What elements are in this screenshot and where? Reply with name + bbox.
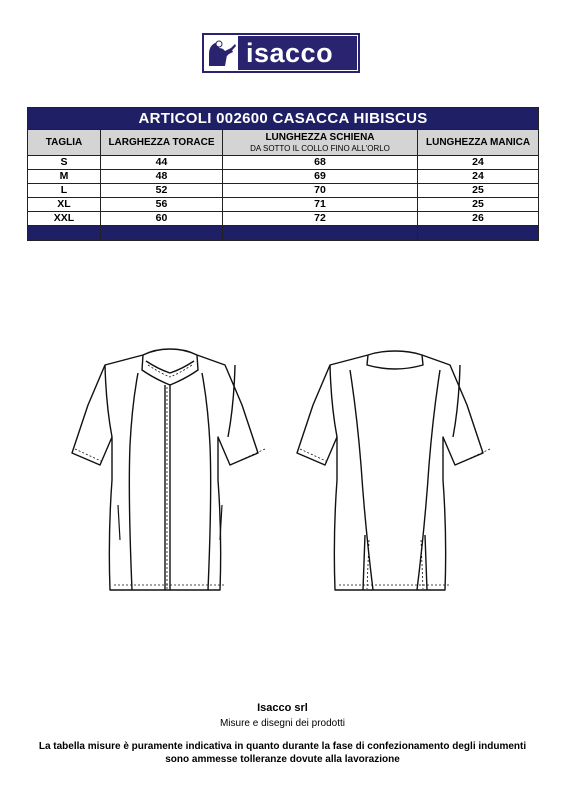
table-footer-bar	[28, 226, 539, 241]
cell-taglia: L	[28, 184, 101, 198]
cell-schiena: 72	[223, 212, 418, 226]
column-header-lunghezza-schiena: LUNGHEZZA SCHIENA DA SOTTO IL COLLO FINO ALL'ORLO	[223, 130, 418, 156]
company-name: Isacco srl	[257, 702, 308, 714]
table-row	[28, 212, 539, 226]
table-row	[28, 198, 539, 212]
table-row	[28, 156, 539, 170]
cell-taglia: XL	[28, 198, 101, 212]
table-row	[28, 184, 539, 198]
cell-torace: 48	[101, 170, 223, 184]
table-header-row	[28, 130, 539, 156]
disclaimer-line-2: sono ammesse tolleranze dovute alla lavorazione	[165, 754, 400, 765]
cell-schiena: 68	[223, 156, 418, 170]
column-header-lunghezza-manica: LUNGHEZZA MANICA	[418, 130, 539, 156]
cell-torace: 60	[101, 212, 223, 226]
column-header-taglia: TAGLIA	[28, 130, 101, 156]
cell-taglia: XXL	[28, 212, 101, 226]
cell-torace: 44	[101, 156, 223, 170]
table-row	[28, 170, 539, 184]
cell-manica: 24	[418, 170, 539, 184]
cell-schiena: 69	[223, 170, 418, 184]
document-subtitle: Misure e disegni dei prodotti	[219, 718, 346, 729]
cell-torace: 56	[101, 198, 223, 212]
disclaimer	[20, 740, 545, 766]
logo-figure-icon	[205, 36, 239, 70]
tunic-back-drawing	[295, 345, 495, 595]
isacco-logo	[202, 33, 360, 73]
logo-text: isacco	[246, 38, 334, 68]
cell-manica: 26	[418, 212, 539, 226]
cell-schiena: 70	[223, 184, 418, 198]
cell-manica: 24	[418, 156, 539, 170]
cell-manica: 25	[418, 198, 539, 212]
table-title: ARTICOLI 002600 CASACCA HIBISCUS	[28, 108, 539, 130]
cell-torace: 52	[101, 184, 223, 198]
cell-manica: 25	[418, 184, 539, 198]
tunic-front-drawing	[70, 345, 270, 595]
cell-taglia: S	[28, 156, 101, 170]
cell-schiena: 71	[223, 198, 418, 212]
size-table	[27, 107, 539, 241]
cell-taglia: M	[28, 170, 101, 184]
column-header-larghezza-torace: LARGHEZZA TORACE	[101, 130, 223, 156]
disclaimer-line-1: La tabella misure è puramente indicativa in quanto durante la fase di confezionamento degli indumenti	[38, 741, 527, 752]
